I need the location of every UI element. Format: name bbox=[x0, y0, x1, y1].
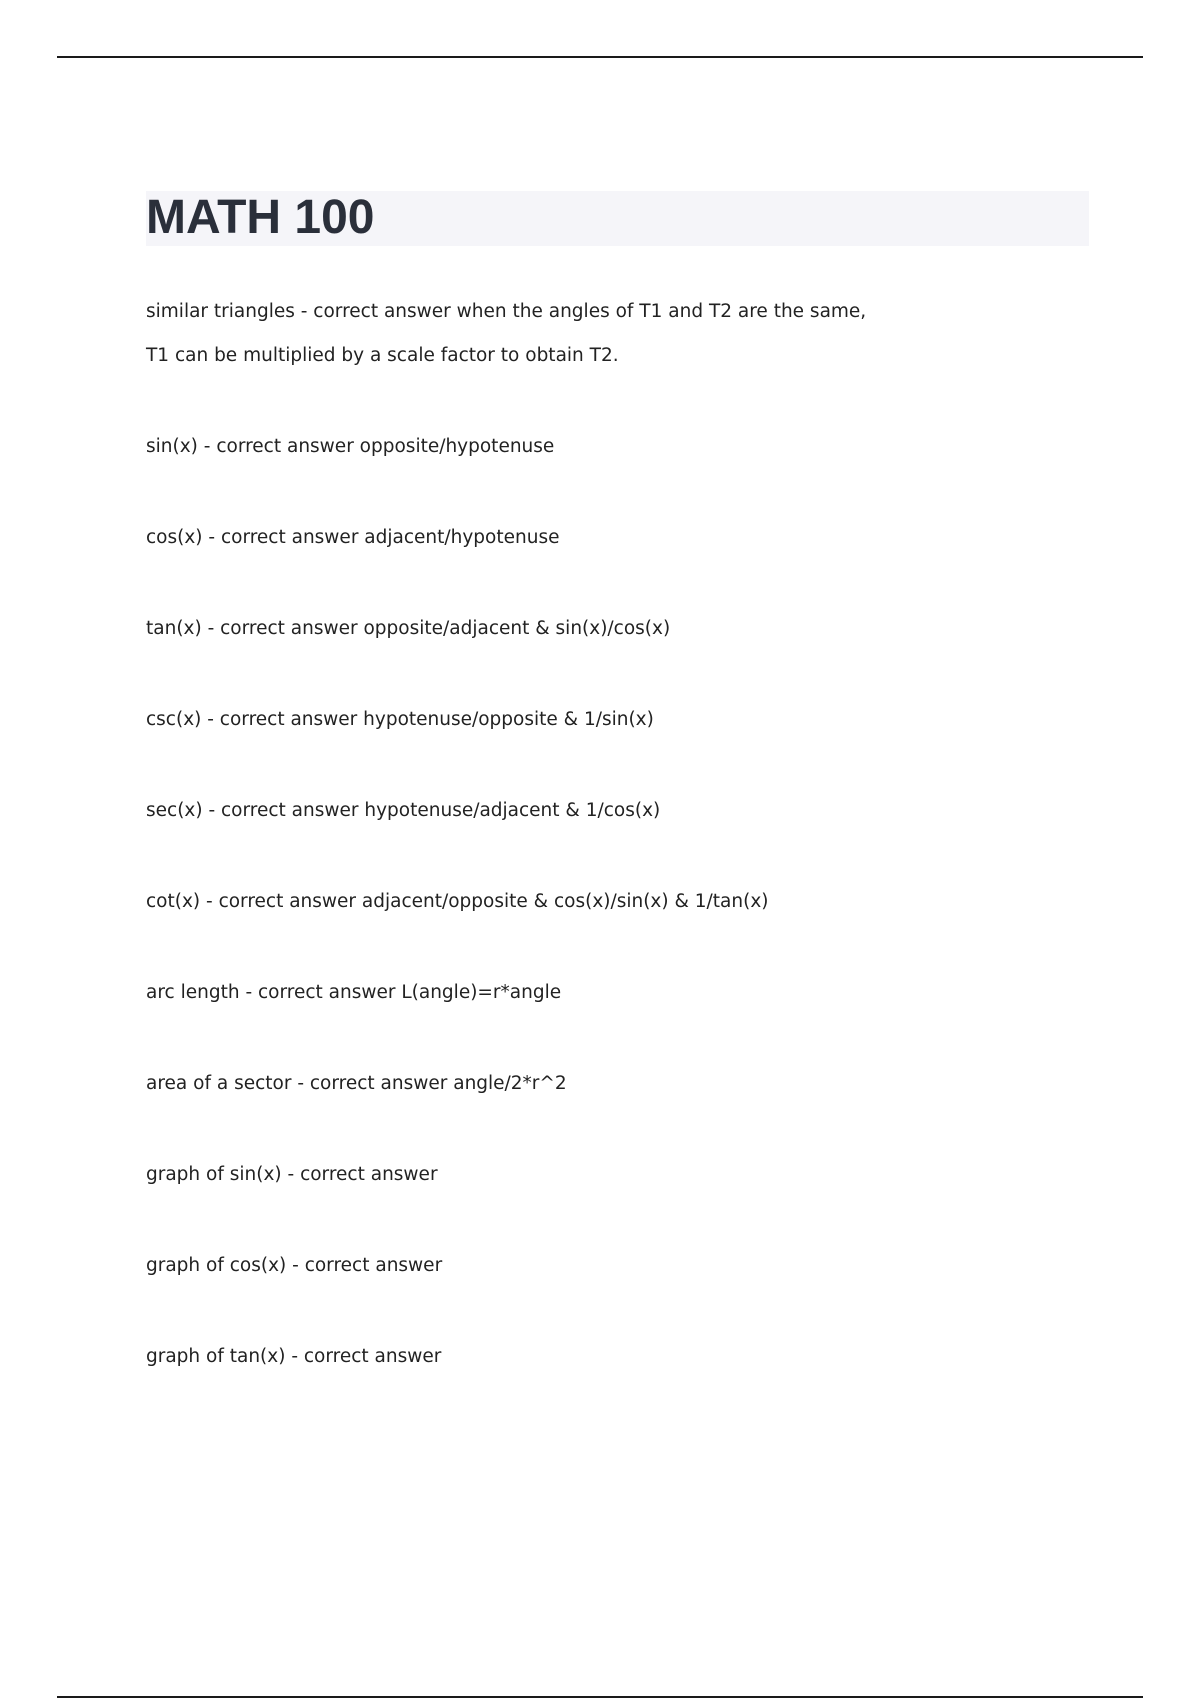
flashcard-entry bbox=[146, 290, 1089, 378]
flashcard-entry bbox=[146, 789, 1089, 833]
flashcard-entry bbox=[146, 880, 1089, 924]
entry-line: area of a sector - correct answer angle/2*r^2 bbox=[146, 1073, 567, 1094]
flashcard-entry bbox=[146, 425, 1089, 469]
entry-line: graph of tan(x) - correct answer bbox=[146, 1346, 442, 1367]
entry-line: similar triangles - correct answer when the angles of T1 and T2 are the same, bbox=[146, 301, 867, 322]
flashcard-entry bbox=[146, 971, 1089, 1015]
flashcard-entry bbox=[146, 607, 1089, 651]
flashcard-entry bbox=[146, 1244, 1089, 1288]
entry-line: graph of cos(x) - correct answer bbox=[146, 1255, 443, 1276]
entry-line: cos(x) - correct answer adjacent/hypotenuse bbox=[146, 527, 560, 548]
entry-line: graph of sin(x) - correct answer bbox=[146, 1164, 438, 1185]
title-band bbox=[146, 191, 1089, 246]
flashcard-entry bbox=[146, 516, 1089, 560]
flashcard-entry bbox=[146, 1062, 1089, 1106]
top-rule bbox=[57, 56, 1143, 58]
flashcard-entry bbox=[146, 1153, 1089, 1197]
page-title: MATH 100 bbox=[146, 191, 375, 244]
entry-line: csc(x) - correct answer hypotenuse/opposite & 1/sin(x) bbox=[146, 709, 654, 730]
entry-line: arc length - correct answer L(angle)=r*angle bbox=[146, 982, 562, 1003]
entry-line: cot(x) - correct answer adjacent/opposite & cos(x)/sin(x) & 1/tan(x) bbox=[146, 891, 769, 912]
bottom-rule bbox=[57, 1696, 1143, 1698]
entry-line: tan(x) - correct answer opposite/adjacent & sin(x)/cos(x) bbox=[146, 618, 671, 639]
entry-line: T1 can be multiplied by a scale factor to obtain T2. bbox=[146, 345, 619, 366]
flashcard-entry bbox=[146, 698, 1089, 742]
flashcard-list bbox=[146, 290, 1089, 1379]
entry-line: sec(x) - correct answer hypotenuse/adjacent & 1/cos(x) bbox=[146, 800, 661, 821]
entry-line: sin(x) - correct answer opposite/hypotenuse bbox=[146, 436, 555, 457]
flashcard-entry bbox=[146, 1335, 1089, 1379]
